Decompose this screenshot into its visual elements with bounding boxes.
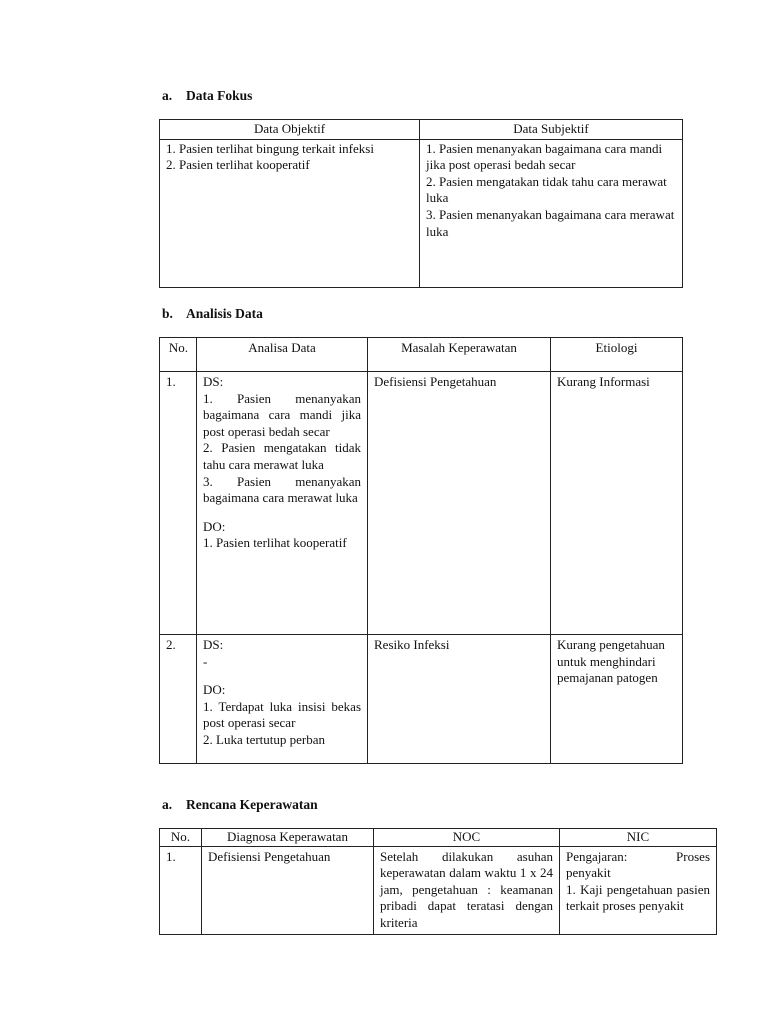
section-heading-rencana-keperawatan bbox=[162, 797, 318, 814]
cell-analisa-data bbox=[197, 372, 368, 635]
do-label: DO: bbox=[203, 682, 226, 698]
list-item: 2. Pasien mengatakan tidak tahu cara merawat luka bbox=[203, 440, 361, 472]
cell-analisa-data bbox=[197, 635, 368, 764]
spacer bbox=[203, 507, 361, 519]
section-marker: a. bbox=[162, 797, 173, 812]
header-noc: NOC bbox=[374, 829, 560, 847]
list-item: 3. Pasien menanyakan bagaimana cara merawat luka bbox=[426, 206, 675, 239]
list-item: 1. Pasien terlihat kooperatif bbox=[203, 535, 347, 551]
list-item: 3. Pasien menanyakan bagaimana cara merawat luka bbox=[203, 473, 361, 506]
list-item: 2. Pasien terlihat kooperatif bbox=[166, 157, 310, 173]
nic-title: Pengajaran: Proses penyakit bbox=[566, 848, 710, 881]
list-item: 1. Pasien terlihat bingung terkait infeksi bbox=[166, 140, 374, 156]
cell-nic bbox=[560, 846, 717, 934]
analisis-data-table bbox=[159, 337, 683, 764]
section-heading-data-fokus bbox=[162, 88, 252, 105]
spacer bbox=[203, 670, 361, 682]
header-etiologi: Etiologi bbox=[551, 338, 683, 372]
cell-noc: Setelah dilakukan asuhan keperawatan dalam waktu 1 x 24 jam, pengetahuan : keamanan pribadi dapat teratasi dengan kriteria bbox=[374, 846, 560, 934]
section-marker: a. bbox=[162, 88, 173, 103]
section-title: Analisis Data bbox=[186, 306, 263, 321]
cell-diagnosa: Defisiensi Pengetahuan bbox=[202, 846, 374, 934]
list-item: 2. Pasien mengatakan tidak tahu cara merawat luka bbox=[426, 173, 667, 206]
header-no: No. bbox=[160, 829, 202, 847]
cell-no: 1. bbox=[160, 372, 197, 635]
list-item: 1. Pasien menanyakan bagaimana cara mandi jika post operasi bedah secar bbox=[426, 140, 663, 173]
rencana-keperawatan-table bbox=[159, 828, 717, 935]
section-title: Rencana Keperawatan bbox=[186, 797, 318, 812]
header-nic: NIC bbox=[560, 829, 717, 847]
ds-label: DS: bbox=[203, 637, 224, 652]
cell-no: 1. bbox=[160, 846, 202, 934]
cell-data-objektif bbox=[160, 139, 420, 287]
cell-etiologi: Kurang Informasi bbox=[551, 372, 683, 635]
cell-masalah: Resiko Infeksi bbox=[368, 635, 551, 764]
table-row bbox=[160, 372, 683, 635]
cell-etiologi: Kurang pengetahuan untuk menghindari pemajanan patogen bbox=[551, 635, 683, 764]
header-data-objektif: Data Objektif bbox=[160, 120, 420, 140]
header-no: No. bbox=[160, 338, 197, 372]
list-item: 1. Kaji pengetahuan pasien terkait proses penyakit bbox=[566, 881, 710, 914]
cell-no: 2. bbox=[160, 635, 197, 764]
list-item: 2. Luka tertutup perban bbox=[203, 731, 326, 747]
header-data-subjektif: Data Subjektif bbox=[420, 120, 683, 140]
table-row bbox=[160, 846, 717, 934]
data-fokus-table bbox=[159, 119, 683, 288]
section-heading-analisis-data bbox=[162, 306, 263, 323]
list-item: - bbox=[203, 653, 208, 669]
section-title: Data Fokus bbox=[186, 88, 253, 103]
list-item: 1. Pasien menanyakan bagaimana cara mandi jika post operasi bedah secar bbox=[203, 390, 361, 439]
ds-label: DS: bbox=[203, 374, 224, 389]
header-masalah-keperawatan: Masalah Keperawatan bbox=[368, 338, 551, 372]
table-row bbox=[160, 635, 683, 764]
list-item: 1. Terdapat luka insisi bekas post operasi secar bbox=[203, 698, 361, 731]
do-label: DO: bbox=[203, 518, 226, 534]
header-diagnosa: Diagnosa Keperawatan bbox=[202, 829, 374, 847]
section-marker: b. bbox=[162, 306, 173, 321]
cell-data-subjektif bbox=[420, 139, 683, 287]
cell-masalah: Defisiensi Pengetahuan bbox=[368, 372, 551, 635]
header-analisa-data: Analisa Data bbox=[197, 338, 368, 372]
